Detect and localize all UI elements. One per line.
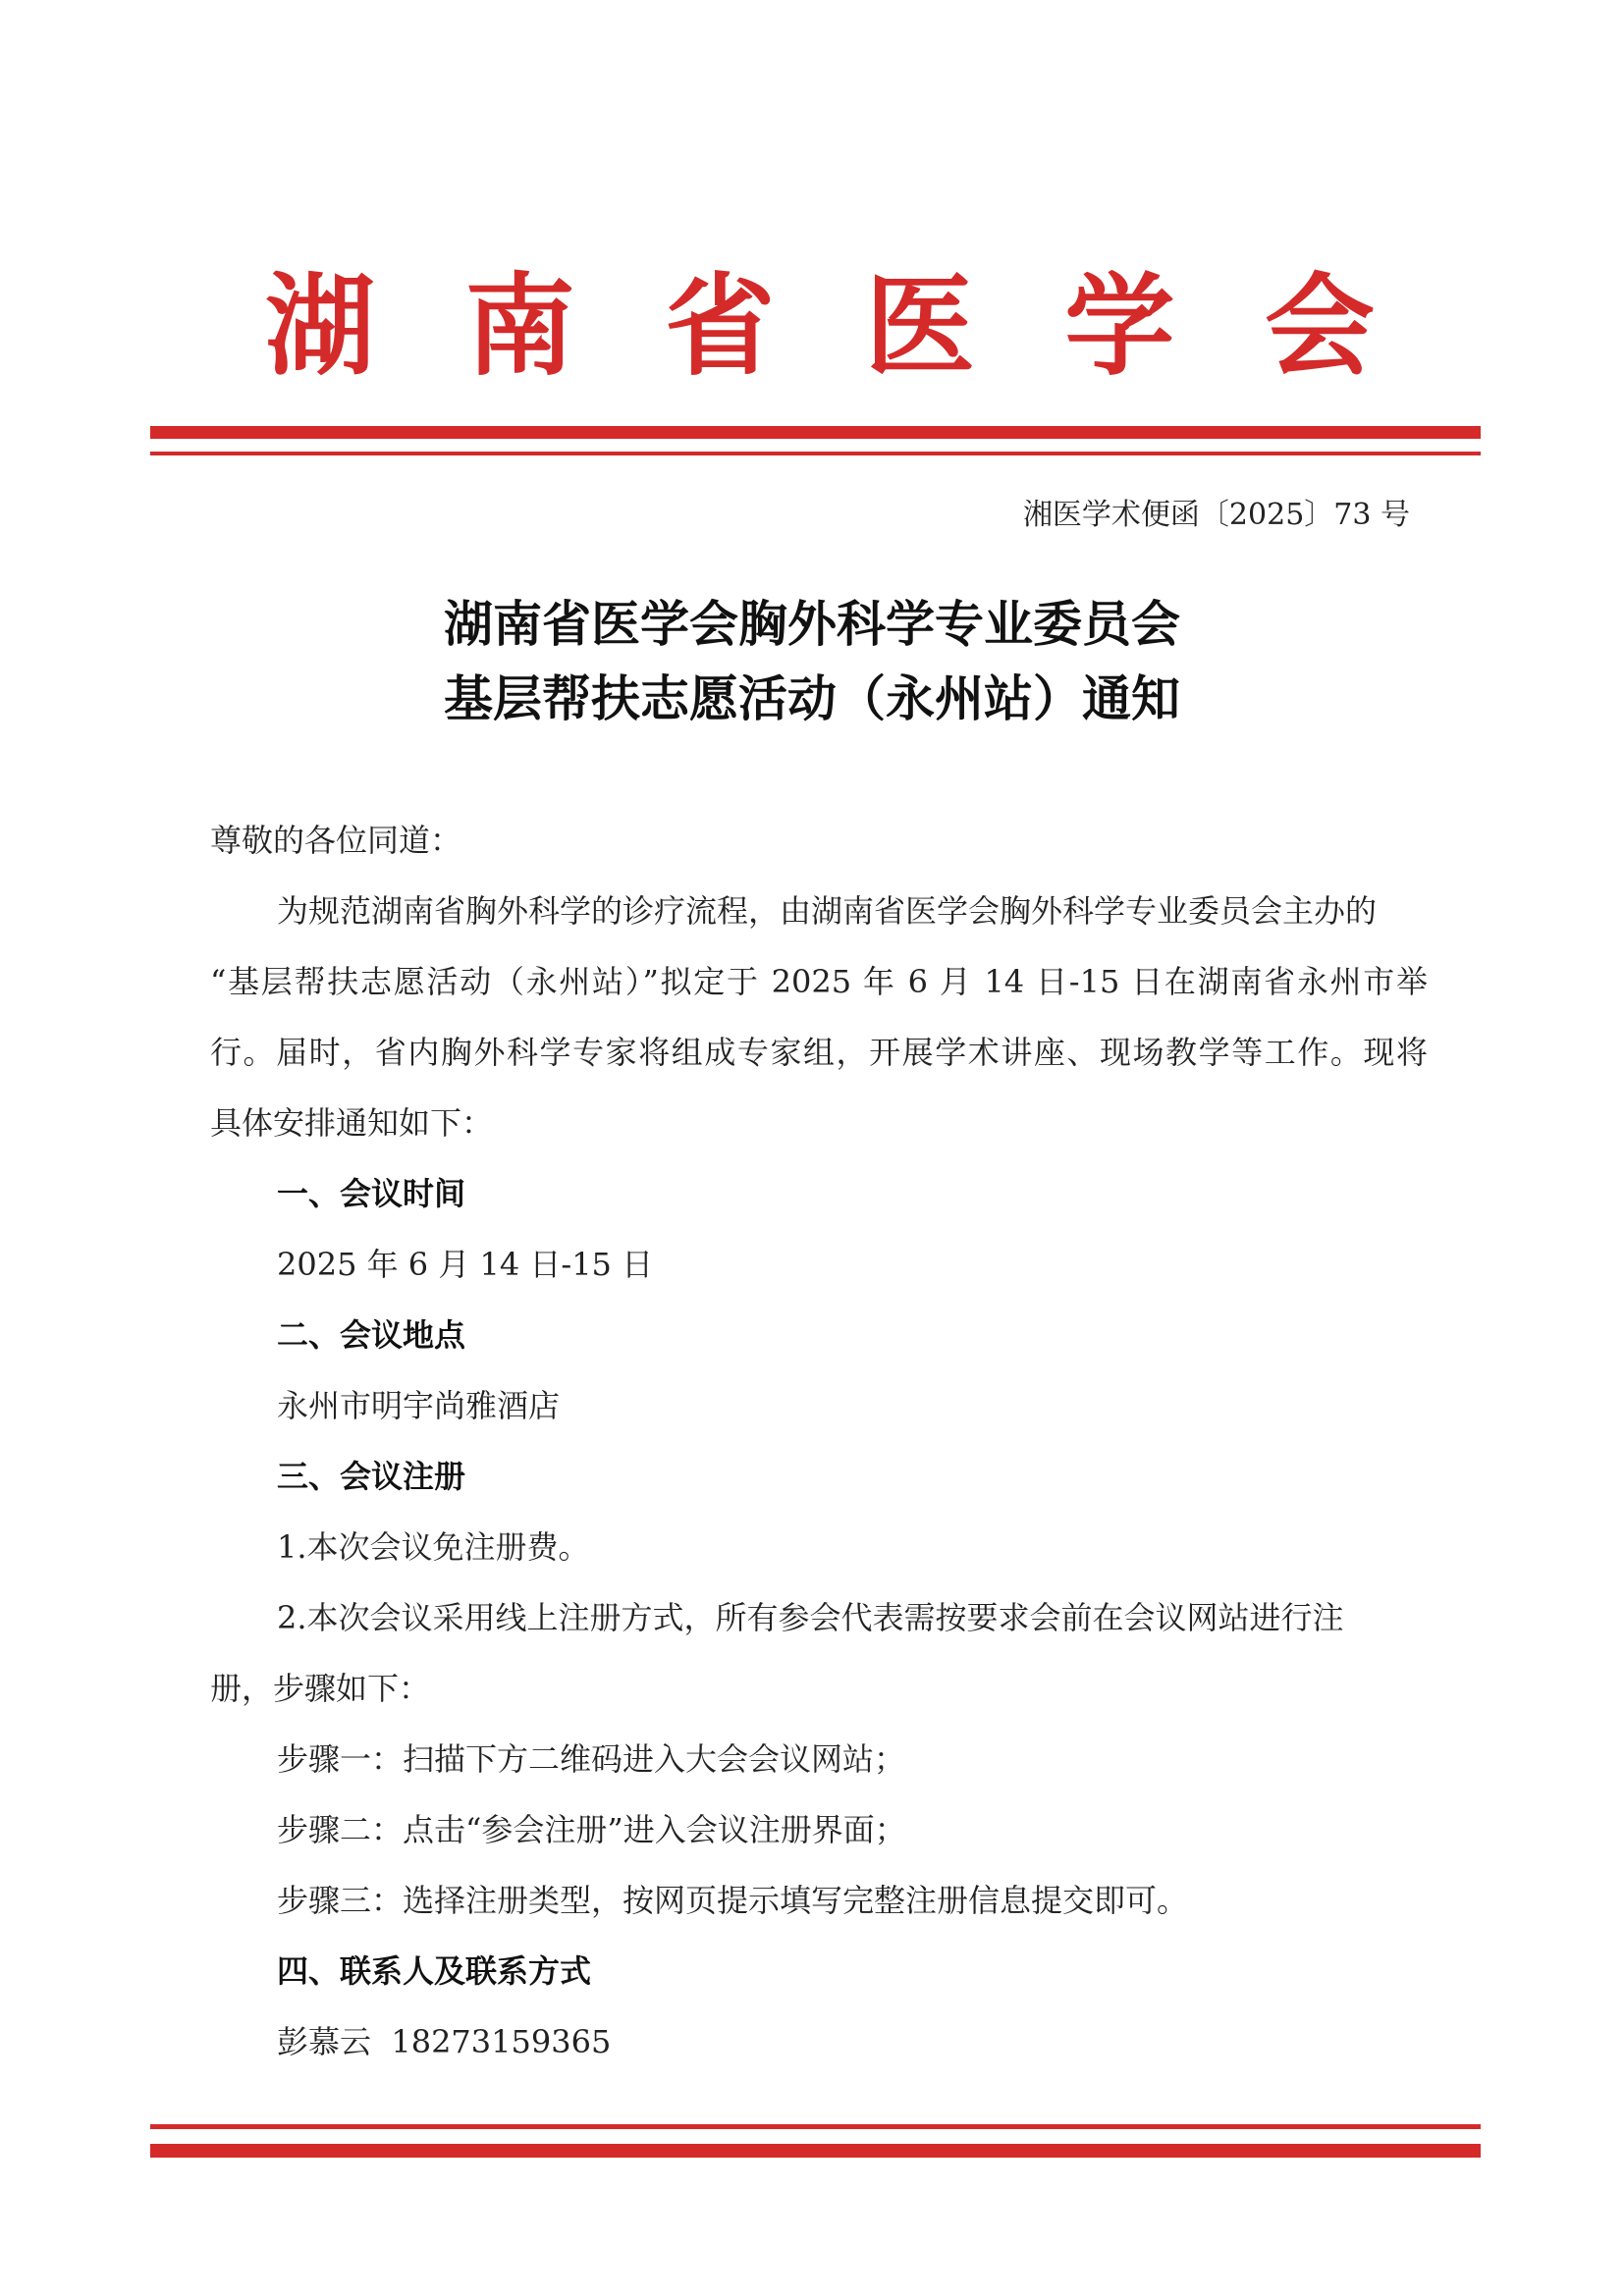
letterhead-char: 会 xyxy=(1264,262,1375,391)
registration-step-3: 步骤三：选择注册类型，按网页提示填写完整注册信息提交即可。 xyxy=(277,1882,1189,1919)
header-divider-thin xyxy=(150,452,1481,455)
registration-step-1: 步骤一：扫描下方二维码进入大会会议网站； xyxy=(277,1740,906,1778)
meeting-time: 2025 年 6 月 14 日-15 日 xyxy=(277,1246,654,1283)
letterhead-org-name xyxy=(265,263,1375,391)
contact-person: 彭慕云 18273159365 xyxy=(277,2023,612,2060)
registration-step-2: 步骤二：点击“参会注册”进入会议注册界面； xyxy=(277,1811,906,1848)
letterhead-char: 湖 xyxy=(265,262,375,391)
letterhead-char: 省 xyxy=(665,262,776,391)
document-number: 湘医学术便函〔2025〕73 号 xyxy=(1022,498,1410,532)
document-title-line-1: 湖南省医学会胸外科学专业委员会 xyxy=(444,596,1180,653)
registration-item-1: 1.本次会议免注册费。 xyxy=(277,1528,590,1566)
header-divider-thick xyxy=(150,426,1481,439)
letterhead-char: 学 xyxy=(1064,262,1175,391)
registration-item-2-line-1: 2.本次会议采用线上注册方式，所有参会代表需按要求会前在会议网站进行注 xyxy=(277,1599,1344,1636)
salutation: 尊敬的各位同道： xyxy=(210,822,462,859)
document-title xyxy=(0,587,1624,736)
letterhead-char: 南 xyxy=(464,262,575,391)
footer-divider-thick xyxy=(150,2144,1481,2158)
section-heading-place: 二、会议地点 xyxy=(277,1316,466,1354)
document-title-line-2: 基层帮扶志愿活动（永州站）通知 xyxy=(444,670,1180,727)
registration-item-2-line-2: 册，步骤如下： xyxy=(210,1670,431,1707)
intro-line-4: 具体安排通知如下： xyxy=(210,1104,494,1142)
section-heading-registration: 三、会议注册 xyxy=(277,1458,466,1495)
section-heading-time: 一、会议时间 xyxy=(277,1175,466,1212)
intro-line-2: “基层帮扶志愿活动（永州站）”拟定于 2025 年 6 月 14 日-15 日在湖南省永州市举 xyxy=(210,963,1428,1000)
section-heading-contact: 四、联系人及联系方式 xyxy=(277,1952,592,1990)
letterhead-char: 医 xyxy=(864,262,975,391)
intro-line-3: 行。届时，省内胸外科学专家将组成专家组，开展学术讲座、现场教学等工作。现将 xyxy=(210,1034,1428,1071)
footer-divider-thin xyxy=(150,2124,1481,2129)
intro-line-1: 为规范湖南省胸外科学的诊疗流程，由湖南省医学会胸外科学专业委员会主办的 xyxy=(277,892,1378,930)
meeting-place: 永州市明宇尚雅酒店 xyxy=(277,1387,561,1424)
